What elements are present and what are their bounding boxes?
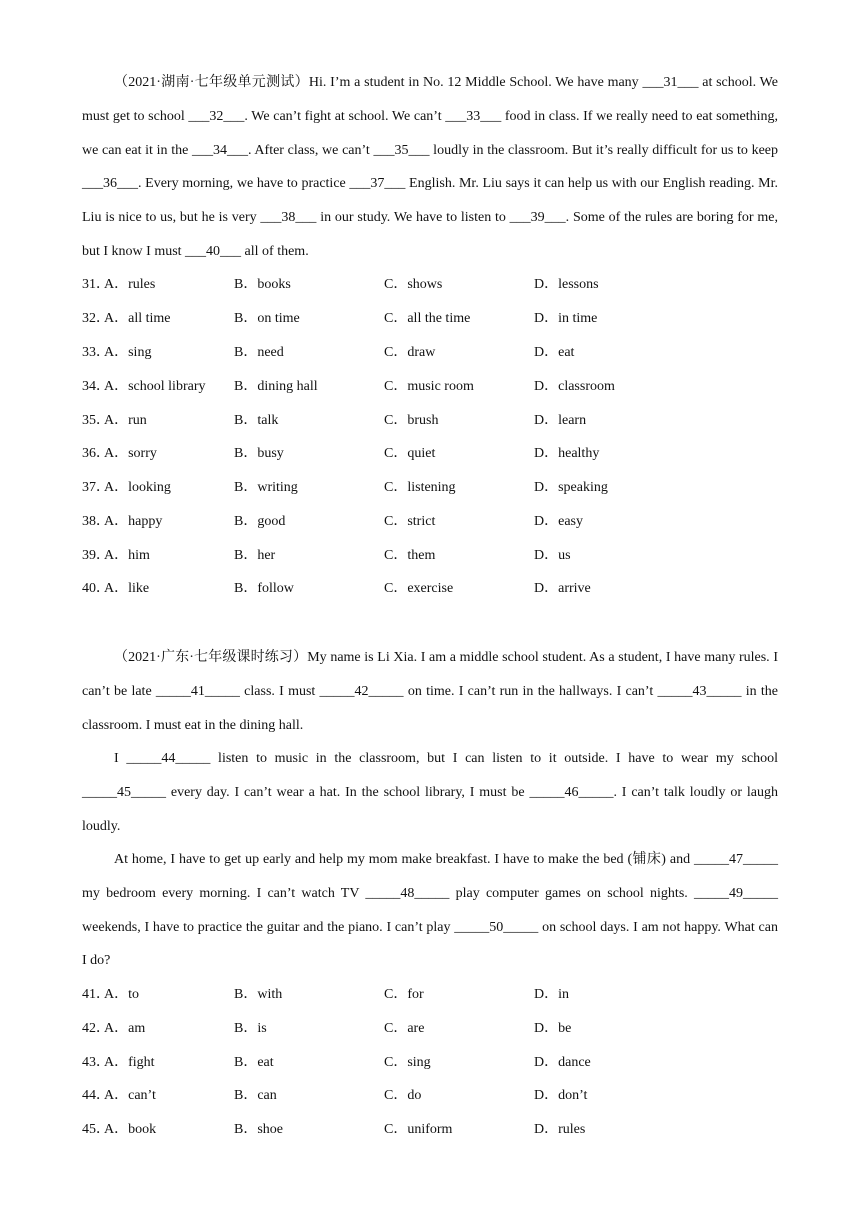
option-a: A．happy: [104, 514, 163, 529]
option-a: A．to: [104, 987, 139, 1002]
option-a: A．him: [104, 548, 150, 563]
question-row: [82, 275, 782, 295]
option-d: D．classroom: [534, 379, 615, 394]
option-d: D．in time: [534, 311, 598, 326]
option-d: D．easy: [534, 514, 583, 529]
option-c: C．quiet: [384, 446, 436, 461]
question-number: 37．: [82, 480, 110, 495]
question-row: [82, 343, 782, 363]
option-d: D．speaking: [534, 480, 608, 495]
option-c: C．music room: [384, 379, 474, 394]
option-d: D．rules: [534, 1122, 586, 1137]
question-row: [82, 546, 782, 566]
option-b: B．talk: [234, 413, 279, 428]
question-row: [82, 444, 782, 464]
question-row: [82, 1019, 782, 1039]
option-a: A．school library: [104, 379, 206, 394]
passage-1: （2021·湖南·七年级单元测试）Hi. I’m a student in No. 12 Middle School. We have many ___31___ at school. We must get to school ___32___. We can’t fight at school. We can’t ___33___ food in class. If we really need to eat something, we can eat it in the ___34___. After class, we can’t ___35___ loudly in the classroom. But it’s really difficult for us to keep ___36___. Every morning, we have to practice ___37___ English. Mr. Liu says it can help us with our English reading. Mr. Liu is nice to us, but he is very ___38___ in our study. We have to listen to ___39___. Some of the rules are boring for me, but I know I must ___40___ all of them.: [82, 75, 778, 259]
option-b: B．books: [234, 277, 291, 292]
option-a: A．sing: [104, 345, 152, 360]
option-b: B．good: [234, 514, 286, 529]
option-b: B．eat: [234, 1055, 274, 1070]
option-d: D．arrive: [534, 581, 591, 596]
question-row: [82, 1086, 782, 1106]
question-number: 38．: [82, 514, 110, 529]
question-row: [82, 309, 782, 329]
question-number: 36．: [82, 446, 110, 461]
option-b: B．her: [234, 548, 276, 563]
question-number: 39．: [82, 548, 110, 563]
option-c: C．sing: [384, 1055, 431, 1070]
option-b: B．busy: [234, 446, 284, 461]
option-d: D．dance: [534, 1055, 591, 1070]
option-b: B．writing: [234, 480, 298, 495]
option-c: C．brush: [384, 413, 439, 428]
option-a: A．am: [104, 1021, 146, 1036]
passage-2-paragraph-3: At home, I have to get up early and help my mom make breakfast. I have to make the bed (铺床) and _____47_____ my bedroom every morning. I can’t watch TV _____48_____ play computer games on school nights. _____49_____ weekends, I have to practice the guitar and the piano. I can’t play _____50_____ on school days. I am not happy. What can I do?: [82, 852, 778, 969]
option-d: D．don’t: [534, 1088, 588, 1103]
option-c: C．all the time: [384, 311, 471, 326]
option-a: A．all time: [104, 311, 171, 326]
question-number: 33．: [82, 345, 110, 360]
question-number: 31．: [82, 277, 110, 292]
option-d: D．eat: [534, 345, 575, 360]
question-row: [82, 1120, 782, 1140]
question-row: [82, 478, 782, 498]
option-a: A．run: [104, 413, 147, 428]
option-a: A．book: [104, 1122, 157, 1137]
option-d: D．lessons: [534, 277, 599, 292]
option-b: B．follow: [234, 581, 294, 596]
question-row: [82, 579, 782, 599]
passage-2-paragraph-1: （2021·广东·七年级课时练习）My name is Li Xia. I am a middle school student. As a student, I have many rules. I can’t be late _____41_____ class. I must _____42_____ on time. I can’t run in the hallways. I can’t _____43_____ in the classroom. I must eat in the dining hall.: [82, 650, 778, 733]
question-row: [82, 1053, 782, 1073]
option-b: B．with: [234, 987, 283, 1002]
option-c: C．for: [384, 987, 424, 1002]
option-d: D．in: [534, 987, 569, 1002]
option-b: B．on time: [234, 311, 300, 326]
option-b: B．can: [234, 1088, 277, 1103]
option-a: A．looking: [104, 480, 171, 495]
option-a: A．rules: [104, 277, 156, 292]
question-row: [82, 985, 782, 1005]
option-d: D．healthy: [534, 446, 600, 461]
option-c: C．draw: [384, 345, 436, 360]
option-b: B．dining hall: [234, 379, 318, 394]
question-row: [82, 377, 782, 397]
option-c: C．do: [384, 1088, 422, 1103]
option-c: C．listening: [384, 480, 456, 495]
question-number: 34．: [82, 379, 110, 394]
option-b: B．need: [234, 345, 284, 360]
option-c: C．strict: [384, 514, 436, 529]
question-number: 35．: [82, 413, 110, 428]
question-number: 42．: [82, 1021, 110, 1036]
option-c: C．exercise: [384, 581, 454, 596]
option-d: D．be: [534, 1021, 572, 1036]
question-number: 32．: [82, 311, 110, 326]
question-number: 40．: [82, 581, 110, 596]
question-row: [82, 411, 782, 431]
option-b: B．is: [234, 1021, 267, 1036]
option-c: C．uniform: [384, 1122, 453, 1137]
option-d: D．learn: [534, 413, 587, 428]
option-c: C．them: [384, 548, 436, 563]
question-row: [82, 512, 782, 532]
question-number: 44．: [82, 1088, 110, 1103]
option-a: A．fight: [104, 1055, 155, 1070]
question-number: 41．: [82, 987, 110, 1002]
option-a: A．sorry: [104, 446, 157, 461]
option-d: D．us: [534, 548, 571, 563]
passage-2-paragraph-2: I _____44_____ listen to music in the classroom, but I can listen to it outside. I have to wear my school _____45_____ every day. I can’t wear a hat. In the school library, I must be _____46_____. I can’t talk loudly or laugh loudly.: [82, 751, 778, 834]
question-number: 43．: [82, 1055, 110, 1070]
option-c: C．are: [384, 1021, 425, 1036]
option-a: A．can’t: [104, 1088, 156, 1103]
question-number: 45．: [82, 1122, 110, 1137]
option-c: C．shows: [384, 277, 443, 292]
option-a: A．like: [104, 581, 150, 596]
option-b: B．shoe: [234, 1122, 283, 1137]
